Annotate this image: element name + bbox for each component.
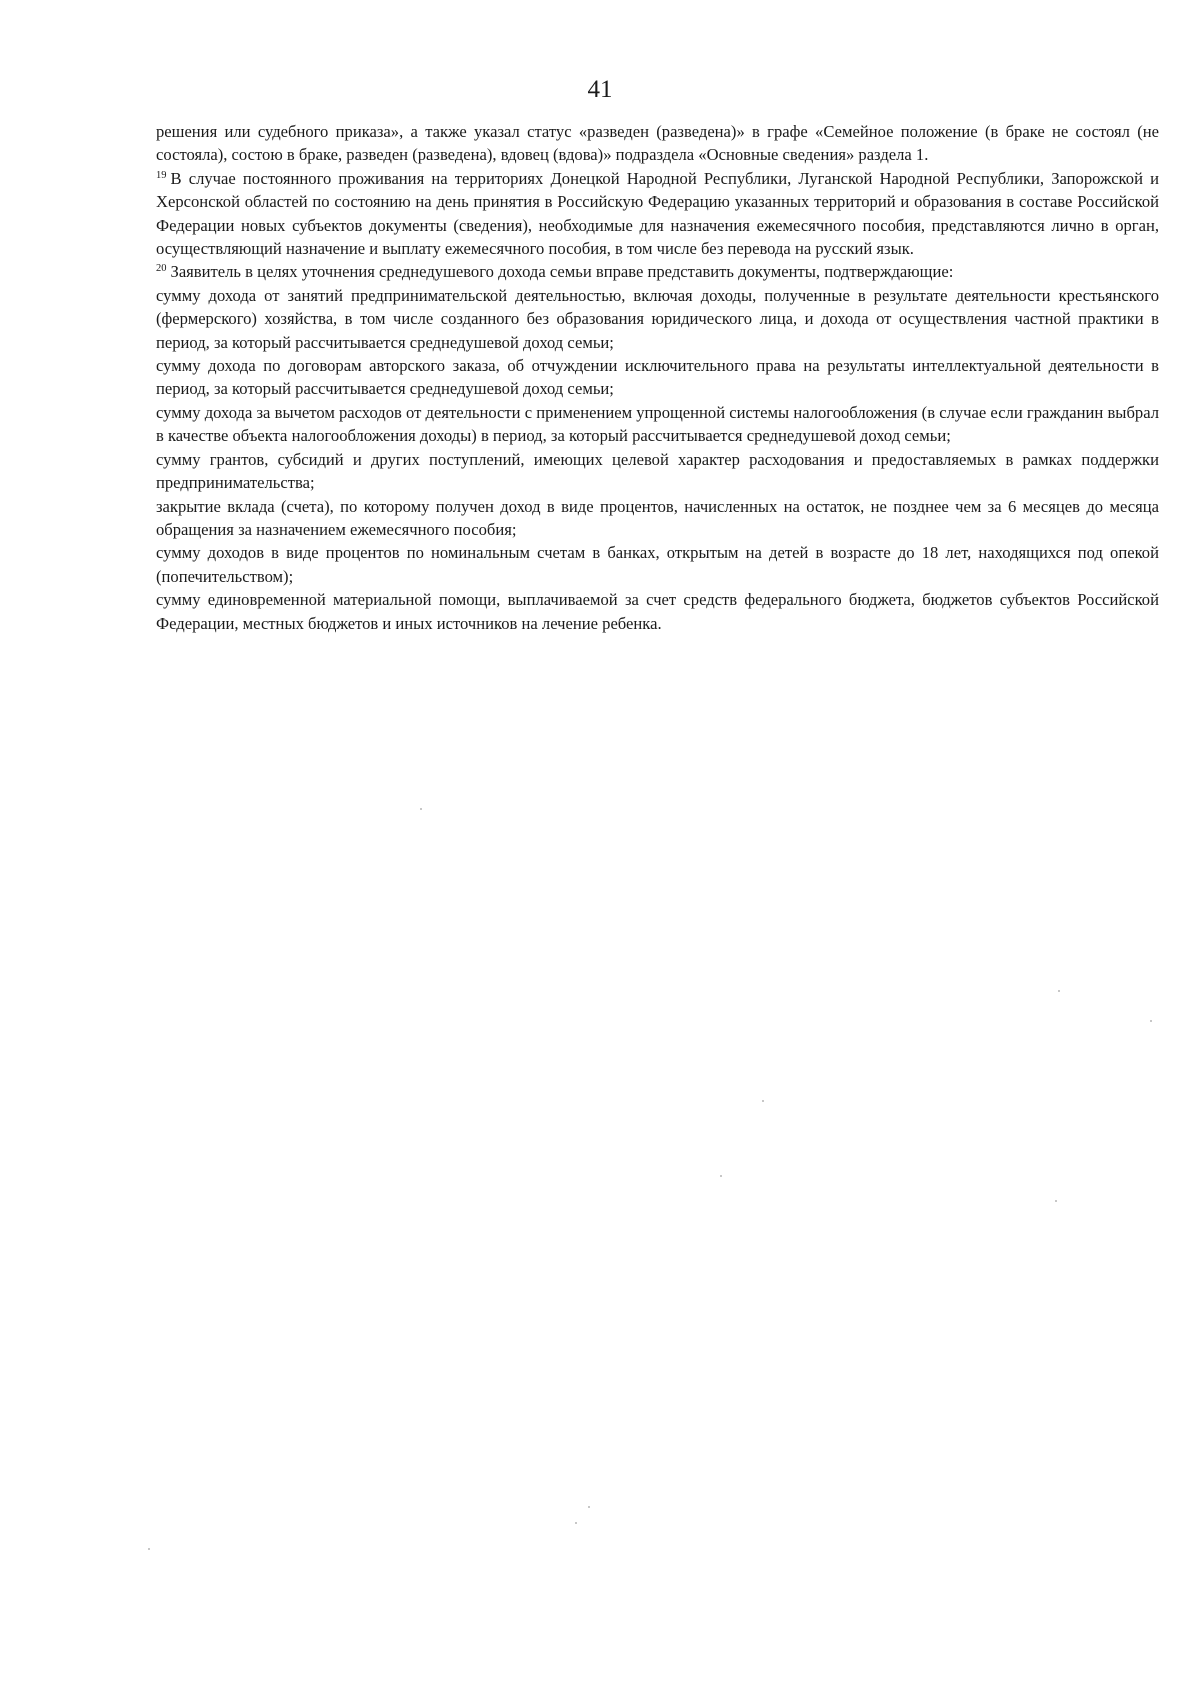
scan-speck	[1058, 990, 1060, 992]
scan-speck	[720, 1175, 722, 1177]
footnote-text: В случае постоянного проживания на территориях Донецкой Народной Республики, Луганской Народной Республики, Запорожской и Херсонской областей по состоянию на день принятия в Российскую Федерацию указанных территорий и образования в составе Российской Федерации новых субъектов документы (сведения), необходимые для назначения ежемесячного пособия, представляются лично в орган, осуществляющий назначение и выплату ежемесячного пособия, в том числе без перевода на русский язык.	[156, 168, 1159, 259]
scan-speck	[588, 1506, 590, 1508]
footnote-text: Заявитель в целях уточнения среднедушевого дохода семьи вправе представить документы, подтверждающие:	[170, 262, 954, 282]
scan-speck	[420, 808, 422, 810]
scan-speck	[1055, 1200, 1057, 1202]
list-item-grants	[156, 448, 1159, 495]
footnote-marker: 19	[156, 169, 167, 181]
scan-speck	[1150, 1020, 1152, 1022]
scan-speck	[762, 1100, 764, 1102]
footnote-19	[156, 167, 1159, 261]
list-item-copyright-income	[156, 354, 1159, 401]
footnote-20	[156, 260, 1159, 283]
paragraph-text: сумму дохода за вычетом расходов от деятельности с применением упрощенной системы налогообложения (в случае если гражданин выбрал в качестве объекта налогообложения доходы) в период, за который рассчитывается среднедушевой доход семьи;	[156, 402, 1159, 446]
scan-speck	[148, 1548, 150, 1550]
paragraph-continuation	[156, 120, 1159, 167]
paragraph-text: решения или судебного приказа», а также указал статус «разведен (разведена)» в графе «Семейное положение (в браке не состоял (не состояла), состою в браке, разведен (разведена), вдовец (вдова)» подраздела «Основные сведения» раздела 1.	[156, 122, 1159, 165]
footnote-marker: 20	[156, 263, 167, 275]
paragraph-text: сумму доходов в виде процентов по номинальным счетам в банках, открытым на детей в возрасте до 18 лет, находящихся под опекой (попечительством);	[156, 543, 1159, 586]
paragraph-text: сумму грантов, субсидий и других поступлений, имеющих целевой характер расходования и предоставляемых в рамках поддержки предпринимательства;	[156, 449, 1159, 493]
list-item-financial-aid	[156, 588, 1159, 635]
list-item-deposit-closure	[156, 495, 1159, 542]
paragraph-text: сумму дохода по договорам авторского заказа, об отчуждении исключительного права на результаты интеллектуальной деятельности в период, за который рассчитывается среднедушевой доход семьи;	[156, 356, 1159, 399]
paragraph-text: сумму дохода от занятий предпринимательской деятельностью, включая доходы, полученные в результате деятельности крестьянского (фермерского) хозяйства, в том числе созданного без образования юридического лица, и дохода от осуществления частной практики в период, за который рассчитывается среднедушевой доход семьи;	[156, 285, 1159, 352]
paragraph-text: сумму единовременной материальной помощи, выплачиваемой за счет средств федерального бюджета, бюджетов субъектов Российской Федерации, местных бюджетов и иных источников на лечение ребенка.	[156, 590, 1159, 633]
paragraph-text: закрытие вклада (счета), по которому получен доход в виде процентов, начисленных на остаток, не позднее чем за 6 месяцев до месяца обращения за назначением ежемесячного пособия;	[156, 496, 1159, 539]
list-item-business-income	[156, 284, 1159, 354]
page-number: 41	[587, 76, 613, 103]
list-item-nominal-accounts	[156, 541, 1159, 588]
document-body	[156, 120, 1159, 635]
list-item-simplified-tax-income	[156, 401, 1159, 448]
scan-speck	[575, 1522, 577, 1524]
